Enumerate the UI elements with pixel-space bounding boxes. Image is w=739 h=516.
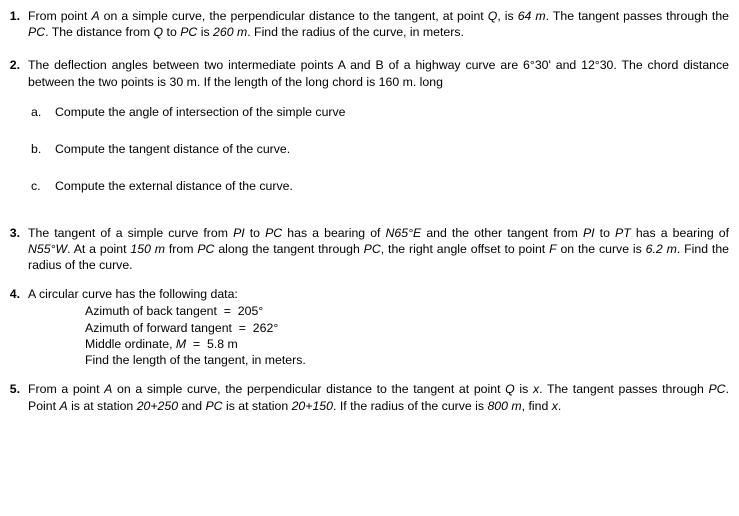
sub-question-letter: b.	[31, 142, 42, 157]
problem-item	[0, 57, 739, 89]
sub-question-text: Compute the tangent distance of the curve.	[55, 142, 291, 157]
given-data-line: Find the length of the tangent, in meters.	[85, 353, 306, 368]
sub-question-letter: c.	[31, 179, 41, 194]
given-data-line: Azimuth of forward tangent = 262°	[85, 320, 279, 335]
sub-question	[31, 178, 739, 194]
spacer	[0, 273, 739, 286]
problem-text: The tangent of a simple curve from PI to PC has a bearing of N65°E and the other tangent from PI to PT has a bearing of N55°W. At a point 150 m from PC along the tangent through PC, the right angle offset to point F on the curve is 6.2 m. Find the radius of the curve.	[28, 225, 729, 272]
problem-item	[0, 8, 739, 40]
problem-number: 1.	[9, 9, 20, 23]
given-data-line: Azimuth of back tangent = 205°	[85, 304, 264, 319]
sub-question-text: Compute the angle of intersection of the simple curve	[55, 104, 346, 119]
spacer	[0, 40, 739, 57]
problem-item	[0, 381, 739, 413]
sub-question-letter: a.	[31, 104, 42, 119]
sub-question	[31, 104, 739, 120]
problem-lead: A circular curve has the following data:	[28, 287, 238, 302]
problem-number: 2.	[9, 58, 20, 73]
given-data-block	[85, 303, 729, 368]
given-data-line: Middle ordinate, M = 5.8 m	[85, 336, 238, 351]
sub-question	[31, 141, 739, 157]
problem-number: 4.	[9, 287, 20, 302]
problem-text: From point A on a simple curve, the perpendicular distance to the tangent, at point Q, is 64 m. The tangent passes through the PC. The distance from Q to PC is 260 m. Find the radius of the curve, in meters.	[28, 9, 730, 40]
sub-question-text: Compute the external distance of the curve.	[55, 179, 293, 194]
spacer	[0, 216, 739, 225]
problem-item	[0, 225, 739, 274]
problem-item	[0, 286, 739, 368]
problem-number: 5.	[9, 382, 20, 397]
sub-question-list	[31, 104, 739, 195]
problem-number: 3.	[9, 225, 20, 240]
problem-text: The deflection angles between two intermediate points A and B of a highway curve are 6°30' and 12°30. The chord distance between the two points is 30 m. If the length of the long chord is 160 m. long	[28, 58, 729, 89]
problem-text: From a point A on a simple curve, the perpendicular distance to the tangent at point Q is x. The tangent passes through PC. Point A is at station 20+250 and PC is at station 20+150. If the radius of the curve is 800 m, find x.	[28, 382, 729, 413]
spacer	[0, 368, 739, 381]
problem-text	[28, 286, 739, 368]
